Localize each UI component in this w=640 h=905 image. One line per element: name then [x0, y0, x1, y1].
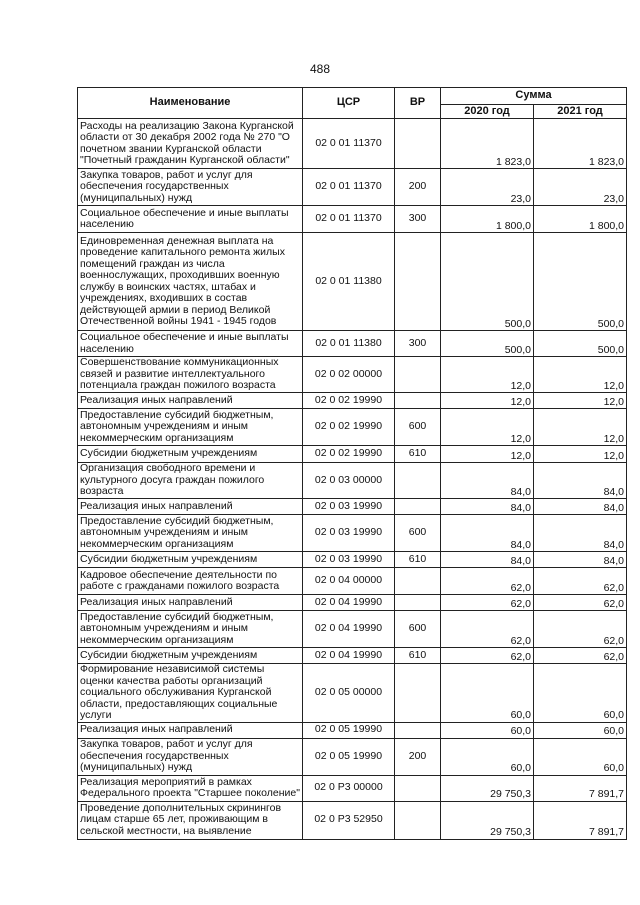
table-body — [78, 119, 627, 840]
row-name: Реализация иных направлений — [78, 499, 303, 515]
row-name: Предоставление субсидий бюджетным, автономным учреждениям и иным некоммерческим организациям — [78, 515, 303, 552]
table-row — [78, 595, 627, 611]
row-name: Проведение дополнительных скринингов лицам старше 65 лет, проживающим в сельской местности, на выявление — [78, 801, 303, 839]
row-name: Социальное обеспечение и иные выплаты населению — [78, 206, 303, 233]
row-vr — [395, 463, 441, 499]
row-2020: 60,0 — [441, 738, 534, 775]
table-row — [78, 648, 627, 664]
row-name: Предоставление субсидий бюджетным, автономным учреждениям и иным некоммерческим организациям — [78, 611, 303, 648]
row-csr: 02 0 03 19990 — [303, 499, 395, 515]
row-name: Социальное обеспечение и иные выплаты населению — [78, 331, 303, 357]
row-2021: 84,0 — [534, 515, 627, 552]
row-csr: 02 0 02 19990 — [303, 446, 395, 463]
table-row — [78, 738, 627, 775]
row-name: Единовременная денежная выплата на проведение капитального ремонта жилых помещений граждан из числа военнослужащих, проходивших военную службу в воинских частях, штабах и учреждениях, входивших в состав действующей армии в период Великой Отечественной войны 1941 - 1945 годов — [78, 233, 303, 331]
row-vr: 610 — [395, 552, 441, 568]
row-csr: 02 0 01 11370 — [303, 119, 395, 169]
row-2020: 60,0 — [441, 722, 534, 738]
row-2021: 62,0 — [534, 648, 627, 664]
table-row — [78, 552, 627, 568]
table-row — [78, 664, 627, 723]
row-2021: 62,0 — [534, 595, 627, 611]
table-row — [78, 233, 627, 331]
row-vr — [395, 595, 441, 611]
row-vr: 300 — [395, 331, 441, 357]
row-vr: 610 — [395, 648, 441, 664]
row-2021: 7 891,7 — [534, 775, 627, 801]
row-csr: 02 0 01 11380 — [303, 331, 395, 357]
row-name: Субсидии бюджетным учреждениям — [78, 648, 303, 664]
row-2020: 84,0 — [441, 463, 534, 499]
row-csr: 02 0 02 19990 — [303, 409, 395, 446]
row-2021: 1 800,0 — [534, 206, 627, 233]
row-name: Закупка товаров, работ и услуг для обеспечения государственных (муниципальных) нужд — [78, 169, 303, 206]
row-name: Реализация мероприятий в рамках Федерального проекта "Старшее поколение" — [78, 775, 303, 801]
table-row — [78, 169, 627, 206]
row-csr: 02 0 P3 00000 — [303, 775, 395, 801]
row-2020: 62,0 — [441, 595, 534, 611]
table-row — [78, 801, 627, 839]
budget-table — [77, 87, 627, 840]
row-name: Формирование независимой системы оценки качества работы организаций социального обслуживания Курганской области, предоставляющих социальные услуги — [78, 664, 303, 723]
table-row — [78, 463, 627, 499]
row-csr: 02 0 04 19990 — [303, 648, 395, 664]
table-row — [78, 515, 627, 552]
row-csr: 02 0 01 11380 — [303, 233, 395, 331]
header-2020: 2020 год — [441, 105, 534, 119]
row-name: Расходы на реализацию Закона Курганской области от 30 декабря 2002 года № 270 "О почетном звании Курганской области "Почетный гражданин Курганской области" — [78, 119, 303, 169]
row-name: Закупка товаров, работ и услуг для обеспечения государственных (муниципальных) нужд — [78, 738, 303, 775]
header-sum: Сумма — [441, 88, 627, 105]
row-2020: 1 823,0 — [441, 119, 534, 169]
row-csr: 02 0 02 19990 — [303, 393, 395, 409]
row-vr — [395, 568, 441, 595]
row-2021: 500,0 — [534, 331, 627, 357]
row-2020: 1 800,0 — [441, 206, 534, 233]
row-csr: 02 0 05 00000 — [303, 664, 395, 723]
row-2021: 60,0 — [534, 722, 627, 738]
row-2021: 84,0 — [534, 463, 627, 499]
header-csr: ЦСР — [303, 88, 395, 119]
row-csr: 02 0 02 00000 — [303, 357, 395, 393]
row-csr: 02 0 01 11370 — [303, 206, 395, 233]
row-vr: 300 — [395, 206, 441, 233]
row-vr — [395, 499, 441, 515]
table-row — [78, 446, 627, 463]
row-csr: 02 0 03 19990 — [303, 515, 395, 552]
row-csr: 02 0 03 00000 — [303, 463, 395, 499]
row-vr: 200 — [395, 738, 441, 775]
table-row — [78, 409, 627, 446]
table-row — [78, 331, 627, 357]
row-2020: 62,0 — [441, 648, 534, 664]
header-vr: ВР — [395, 88, 441, 119]
row-csr: 02 0 P3 52950 — [303, 801, 395, 839]
row-vr — [395, 775, 441, 801]
row-vr — [395, 801, 441, 839]
row-2020: 84,0 — [441, 499, 534, 515]
table-row — [78, 499, 627, 515]
row-vr: 600 — [395, 409, 441, 446]
header-name: Наименование — [78, 88, 303, 119]
row-2020: 29 750,3 — [441, 801, 534, 839]
row-2021: 1 823,0 — [534, 119, 627, 169]
table-row — [78, 611, 627, 648]
row-2021: 84,0 — [534, 552, 627, 568]
row-2020: 60,0 — [441, 664, 534, 723]
row-2021: 60,0 — [534, 664, 627, 723]
row-2021: 12,0 — [534, 393, 627, 409]
row-2020: 12,0 — [441, 393, 534, 409]
row-2020: 12,0 — [441, 409, 534, 446]
row-vr — [395, 722, 441, 738]
row-name: Реализация иных направлений — [78, 393, 303, 409]
row-vr — [395, 664, 441, 723]
row-2020: 12,0 — [441, 446, 534, 463]
row-2020: 29 750,3 — [441, 775, 534, 801]
table-row — [78, 357, 627, 393]
row-2021: 23,0 — [534, 169, 627, 206]
row-2021: 62,0 — [534, 568, 627, 595]
row-name: Реализация иных направлений — [78, 722, 303, 738]
row-2020: 62,0 — [441, 568, 534, 595]
row-vr — [395, 393, 441, 409]
row-csr: 02 0 05 19990 — [303, 722, 395, 738]
row-name: Реализация иных направлений — [78, 595, 303, 611]
row-2020: 23,0 — [441, 169, 534, 206]
table-row — [78, 568, 627, 595]
row-csr: 02 0 05 19990 — [303, 738, 395, 775]
row-2021: 62,0 — [534, 611, 627, 648]
row-vr: 600 — [395, 611, 441, 648]
row-2021: 7 891,7 — [534, 801, 627, 839]
row-2020: 84,0 — [441, 552, 534, 568]
table-row — [78, 393, 627, 409]
row-2021: 12,0 — [534, 357, 627, 393]
row-name: Организация свободного времени и культурного досуга граждан пожилого возраста — [78, 463, 303, 499]
row-2021: 84,0 — [534, 499, 627, 515]
table-row — [78, 722, 627, 738]
page-number: 488 — [309, 62, 331, 76]
row-2020: 500,0 — [441, 331, 534, 357]
row-name: Предоставление субсидий бюджетным, автономным учреждениям и иным некоммерческим организациям — [78, 409, 303, 446]
row-csr: 02 0 03 19990 — [303, 552, 395, 568]
row-name: Кадровое обеспечение деятельности по работе с гражданами пожилого возраста — [78, 568, 303, 595]
row-csr: 02 0 04 00000 — [303, 568, 395, 595]
row-vr — [395, 357, 441, 393]
row-vr: 610 — [395, 446, 441, 463]
row-vr — [395, 119, 441, 169]
row-vr — [395, 233, 441, 331]
row-name: Субсидии бюджетным учреждениям — [78, 446, 303, 463]
row-2021: 12,0 — [534, 446, 627, 463]
row-csr: 02 0 04 19990 — [303, 595, 395, 611]
header-2021: 2021 год — [534, 105, 627, 119]
row-vr: 200 — [395, 169, 441, 206]
row-2020: 500,0 — [441, 233, 534, 331]
row-2020: 84,0 — [441, 515, 534, 552]
row-2021: 60,0 — [534, 738, 627, 775]
row-2021: 500,0 — [534, 233, 627, 331]
row-name: Субсидии бюджетным учреждениям — [78, 552, 303, 568]
table-row — [78, 775, 627, 801]
row-name: Совершенствование коммуникационных связей и развитие интеллектуального потенциала граждан пожилого возраста — [78, 357, 303, 393]
row-2020: 12,0 — [441, 357, 534, 393]
row-csr: 02 0 01 11370 — [303, 169, 395, 206]
table-row — [78, 119, 627, 169]
row-2020: 62,0 — [441, 611, 534, 648]
row-vr: 600 — [395, 515, 441, 552]
table-row — [78, 206, 627, 233]
row-2021: 12,0 — [534, 409, 627, 446]
row-csr: 02 0 04 19990 — [303, 611, 395, 648]
